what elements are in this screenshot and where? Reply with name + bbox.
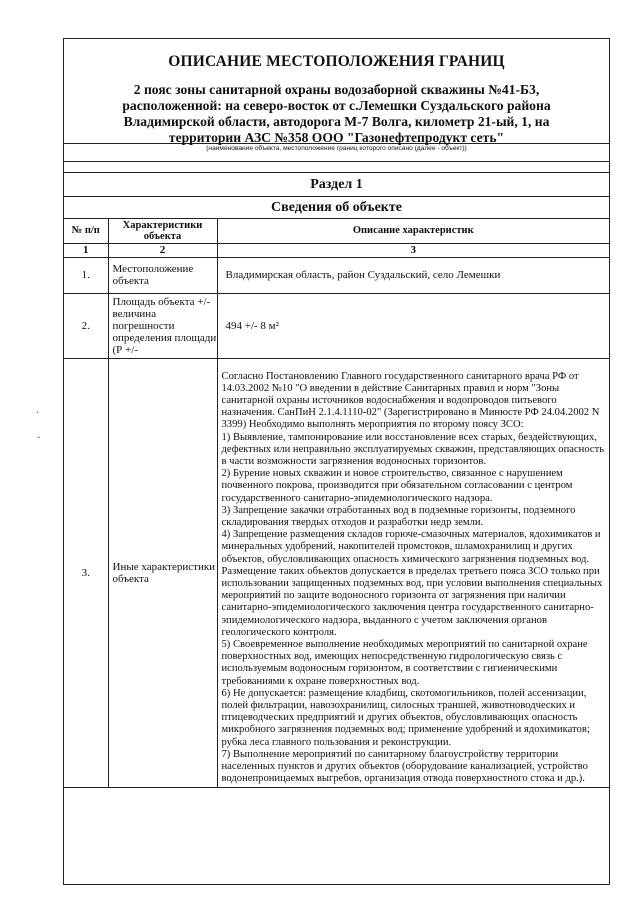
- characteristics-table: [64, 219, 609, 788]
- header-cell-number: № п/п: [64, 219, 108, 243]
- description-paragraph: 4) Запрещение размещения складов горюче-смазочных материалов, ядохимикатов и минеральных удобрений, накопителей промстоков, шламохранилищ и других объектов, обусловливающих опасность химического загрязнения подземных вод.: [221, 529, 601, 565]
- description-paragraph: 3) Запрещение закачки отработанных вод в подземные горизонты, подземного складирования твердых отходов и разработки недр земли.: [221, 504, 576, 528]
- row-number: 3.: [64, 358, 108, 788]
- header-cell-characteristic: Характеристики объекта: [108, 219, 217, 243]
- object-note: (наименование объекта, местоположение границ которого описано (далее - объект)): [64, 144, 609, 162]
- table-row: [64, 293, 609, 358]
- section-title: Раздел 1: [64, 173, 609, 197]
- column-number-row: [64, 243, 609, 257]
- description-paragraph: 7) Выполнение мероприятий по санитарному благоустройству территории населенных пунктов и других объектов (оборудование канализацией, устройство водонепроницаемых выгребов, организация отвода поверхностного стока и др.).: [221, 748, 588, 785]
- table-row: [64, 358, 609, 788]
- column-number: 2: [108, 243, 217, 257]
- row-label: Иные характеристики объекта: [108, 358, 217, 788]
- description-paragraph: 5) Своевременное выполнение необходимых мероприятий по санитарной охране поверхностных вод, имеющих непосредственную гидрологическую связь с используемым водоносным горизонтом, в соответствии с гигиеническими требованиями к охране поверхностных вод.: [221, 638, 588, 687]
- object-description-line: 2 пояс зоны санитарной охраны водозаборной скважины №41-Б3,: [133, 82, 540, 97]
- document-sheet: [63, 38, 610, 885]
- column-number: 1: [64, 243, 108, 257]
- table-row: [64, 257, 609, 293]
- row-number: 1.: [64, 257, 108, 293]
- object-description-line: территории АЗС №358 ООО "Газонефтепродукт сеть": [168, 130, 505, 145]
- description-paragraph: 1) Выявление, тампонирование или восстановление всех старых, бездействующих, дефектных или неправильно эксплуатируемых скважин, представляющих опасность в части возможности загрязнения водоносных горизонтов.: [221, 431, 605, 467]
- object-description-line: расположенной: на северо-восток от с.Лемешки Суздальского района: [122, 98, 551, 113]
- table-header-row: [64, 219, 609, 243]
- scan-dot: ˇ: [37, 436, 41, 447]
- object-description: [64, 82, 609, 146]
- row-value: Владимирская область, район Суздальский, село Лемешки: [217, 257, 609, 293]
- spacer-row: [64, 162, 609, 173]
- row-number: 2.: [64, 293, 108, 358]
- row-value: 494 +/- 8 м²: [217, 293, 609, 358]
- scan-dot: ·: [36, 408, 40, 419]
- row-label: Местоположение объекта: [108, 257, 217, 293]
- description-paragraph: Размещение таких объектов допускается в пределах третьего пояса ЗСО только при использовании защищенных подземных вод, при условии выполнения специальных мероприятий по защите водоносного горизонта от загрязнения при наличии санитарно-эпидемиологического заключения центра государственного санитарно-эпидемиологического надзора, выданного с учетом заключения органов геологического контроля.: [221, 565, 603, 638]
- header-cell-description: Описание характеристик: [217, 219, 609, 243]
- document-header: [64, 39, 609, 144]
- row-label: Площадь объекта +/- величина погрешности определения площади (Р +/-: [108, 293, 217, 358]
- row-description: [217, 358, 609, 788]
- section-subtitle: Сведения об объекте: [64, 197, 609, 219]
- description-paragraph: Согласно Постановлению Главного государственного санитарного врача РФ от 14.03.2002 №10 "О введении в действие Санитарных правил и норм "Зоны санитарной охраны источников водоснабжения и водопроводов питьевого назначения. СанПиН 2.1.4.1110-02" (Зарегистрировано в Минюсте РФ 24.04.2002 N 3399) Необходимо выполнять мероприятия по второму поясу ЗСО:: [221, 370, 600, 431]
- object-description-line: Владимирской области, автодорога М-7 Волга, километр 21-ый, 1, на: [123, 114, 550, 129]
- description-paragraph: 6) Не допускается: размещение кладбищ, скотомогильников, полей ассенизации, полей фильтрации, навозохранилищ, силосных траншей, животноводческих и птицеводческих предприятий и других объектов, обусловливающих опасность микробного загрязнения подземных вод; применение удобрений и ядохимикатов; рубка леса главного пользования и реконструкции.: [221, 687, 590, 748]
- column-number: 3: [217, 243, 609, 257]
- description-paragraph: 2) Бурение новых скважин и новое строительство, связанное с нарушением почвенного покрова, производится при обязательном согласовании с центром государственного санитарно-эпидемиологического надзора.: [221, 468, 573, 504]
- document-title: ОПИСАНИЕ МЕСТОПОЛОЖЕНИЯ ГРАНИЦ: [168, 53, 505, 70]
